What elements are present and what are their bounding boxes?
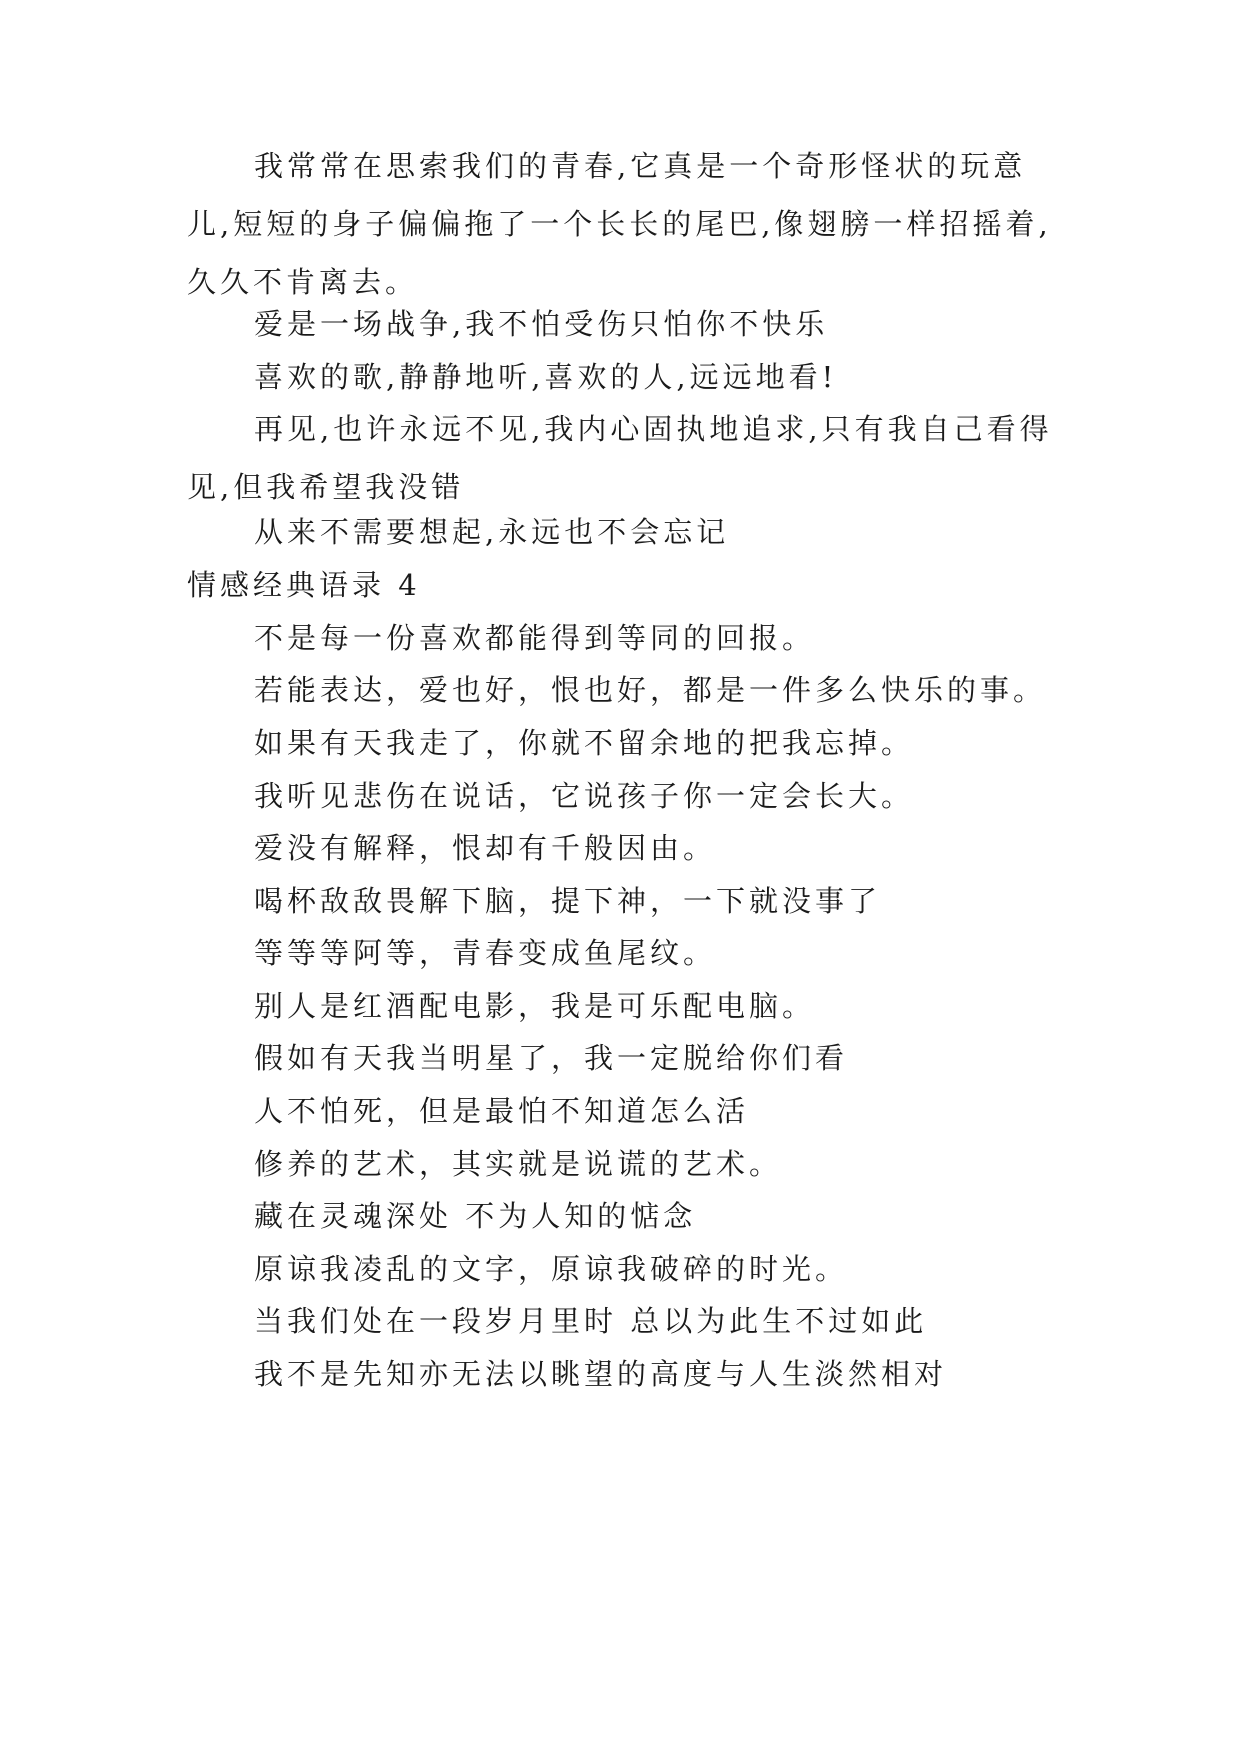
quote-line: 不是每一份喜欢都能得到等同的回报。 [254, 621, 816, 655]
paragraph-goodbye: 再见,也许永远不见,我内心固执地追求,只有我自己看得见,但我希望我没错 [187, 412, 1053, 504]
quote-line: 假如有天我当明星了，我一定脱给你们看 [254, 1041, 849, 1075]
quote-line: 等等等阿等，青春变成鱼尾纹。 [254, 936, 717, 970]
quote-line: 喝杯敌敌畏解下脑，提下神，一下就没事了 [254, 884, 882, 918]
quote-line: 爱没有解释，恨却有千般因由。 [254, 831, 717, 865]
quote-line: 人不怕死，但是最怕不知道怎么活 [254, 1094, 750, 1128]
paragraph-youth: 我常常在思索我们的青春,它真是一个奇形怪状的玩意儿,短短的身子偏偏拖了一个长长的尾巴,像翅膀一样招摇着,久久不肯离去。 [187, 149, 1052, 299]
paragraph-favorite-song: 喜欢的歌,静静地听,喜欢的人,远远地看! [254, 360, 838, 394]
quote-line: 藏在灵魂深处 不为人知的惦念 [254, 1199, 697, 1233]
quote-line: 若能表达，爱也好，恨也好，都是一件多么快乐的事。 [254, 673, 1047, 707]
section-heading: 情感经典语录 4 [187, 568, 421, 602]
quote-line: 我不是先知亦无法以眺望的高度与人生淡然相对 [254, 1357, 948, 1391]
quote-line: 别人是红酒配电影，我是可乐配电脑。 [254, 989, 816, 1023]
quote-line: 我听见悲伤在说话，它说孩子你一定会长大。 [254, 779, 915, 813]
quote-line: 如果有天我走了，你就不留余地的把我忘掉。 [254, 726, 915, 760]
paragraph-love-war: 爱是一场战争,我不怕受伤只怕你不快乐 [254, 307, 829, 341]
quote-line: 修养的艺术，其实就是说谎的艺术。 [254, 1147, 783, 1181]
paragraph-never-forget: 从来不需要想起,永远也不会忘记 [254, 515, 730, 549]
quote-line: 当我们处在一段岁月里时 总以为此生不过如此 [254, 1304, 928, 1338]
quote-line: 原谅我凌乱的文字，原谅我破碎的时光。 [254, 1252, 849, 1286]
